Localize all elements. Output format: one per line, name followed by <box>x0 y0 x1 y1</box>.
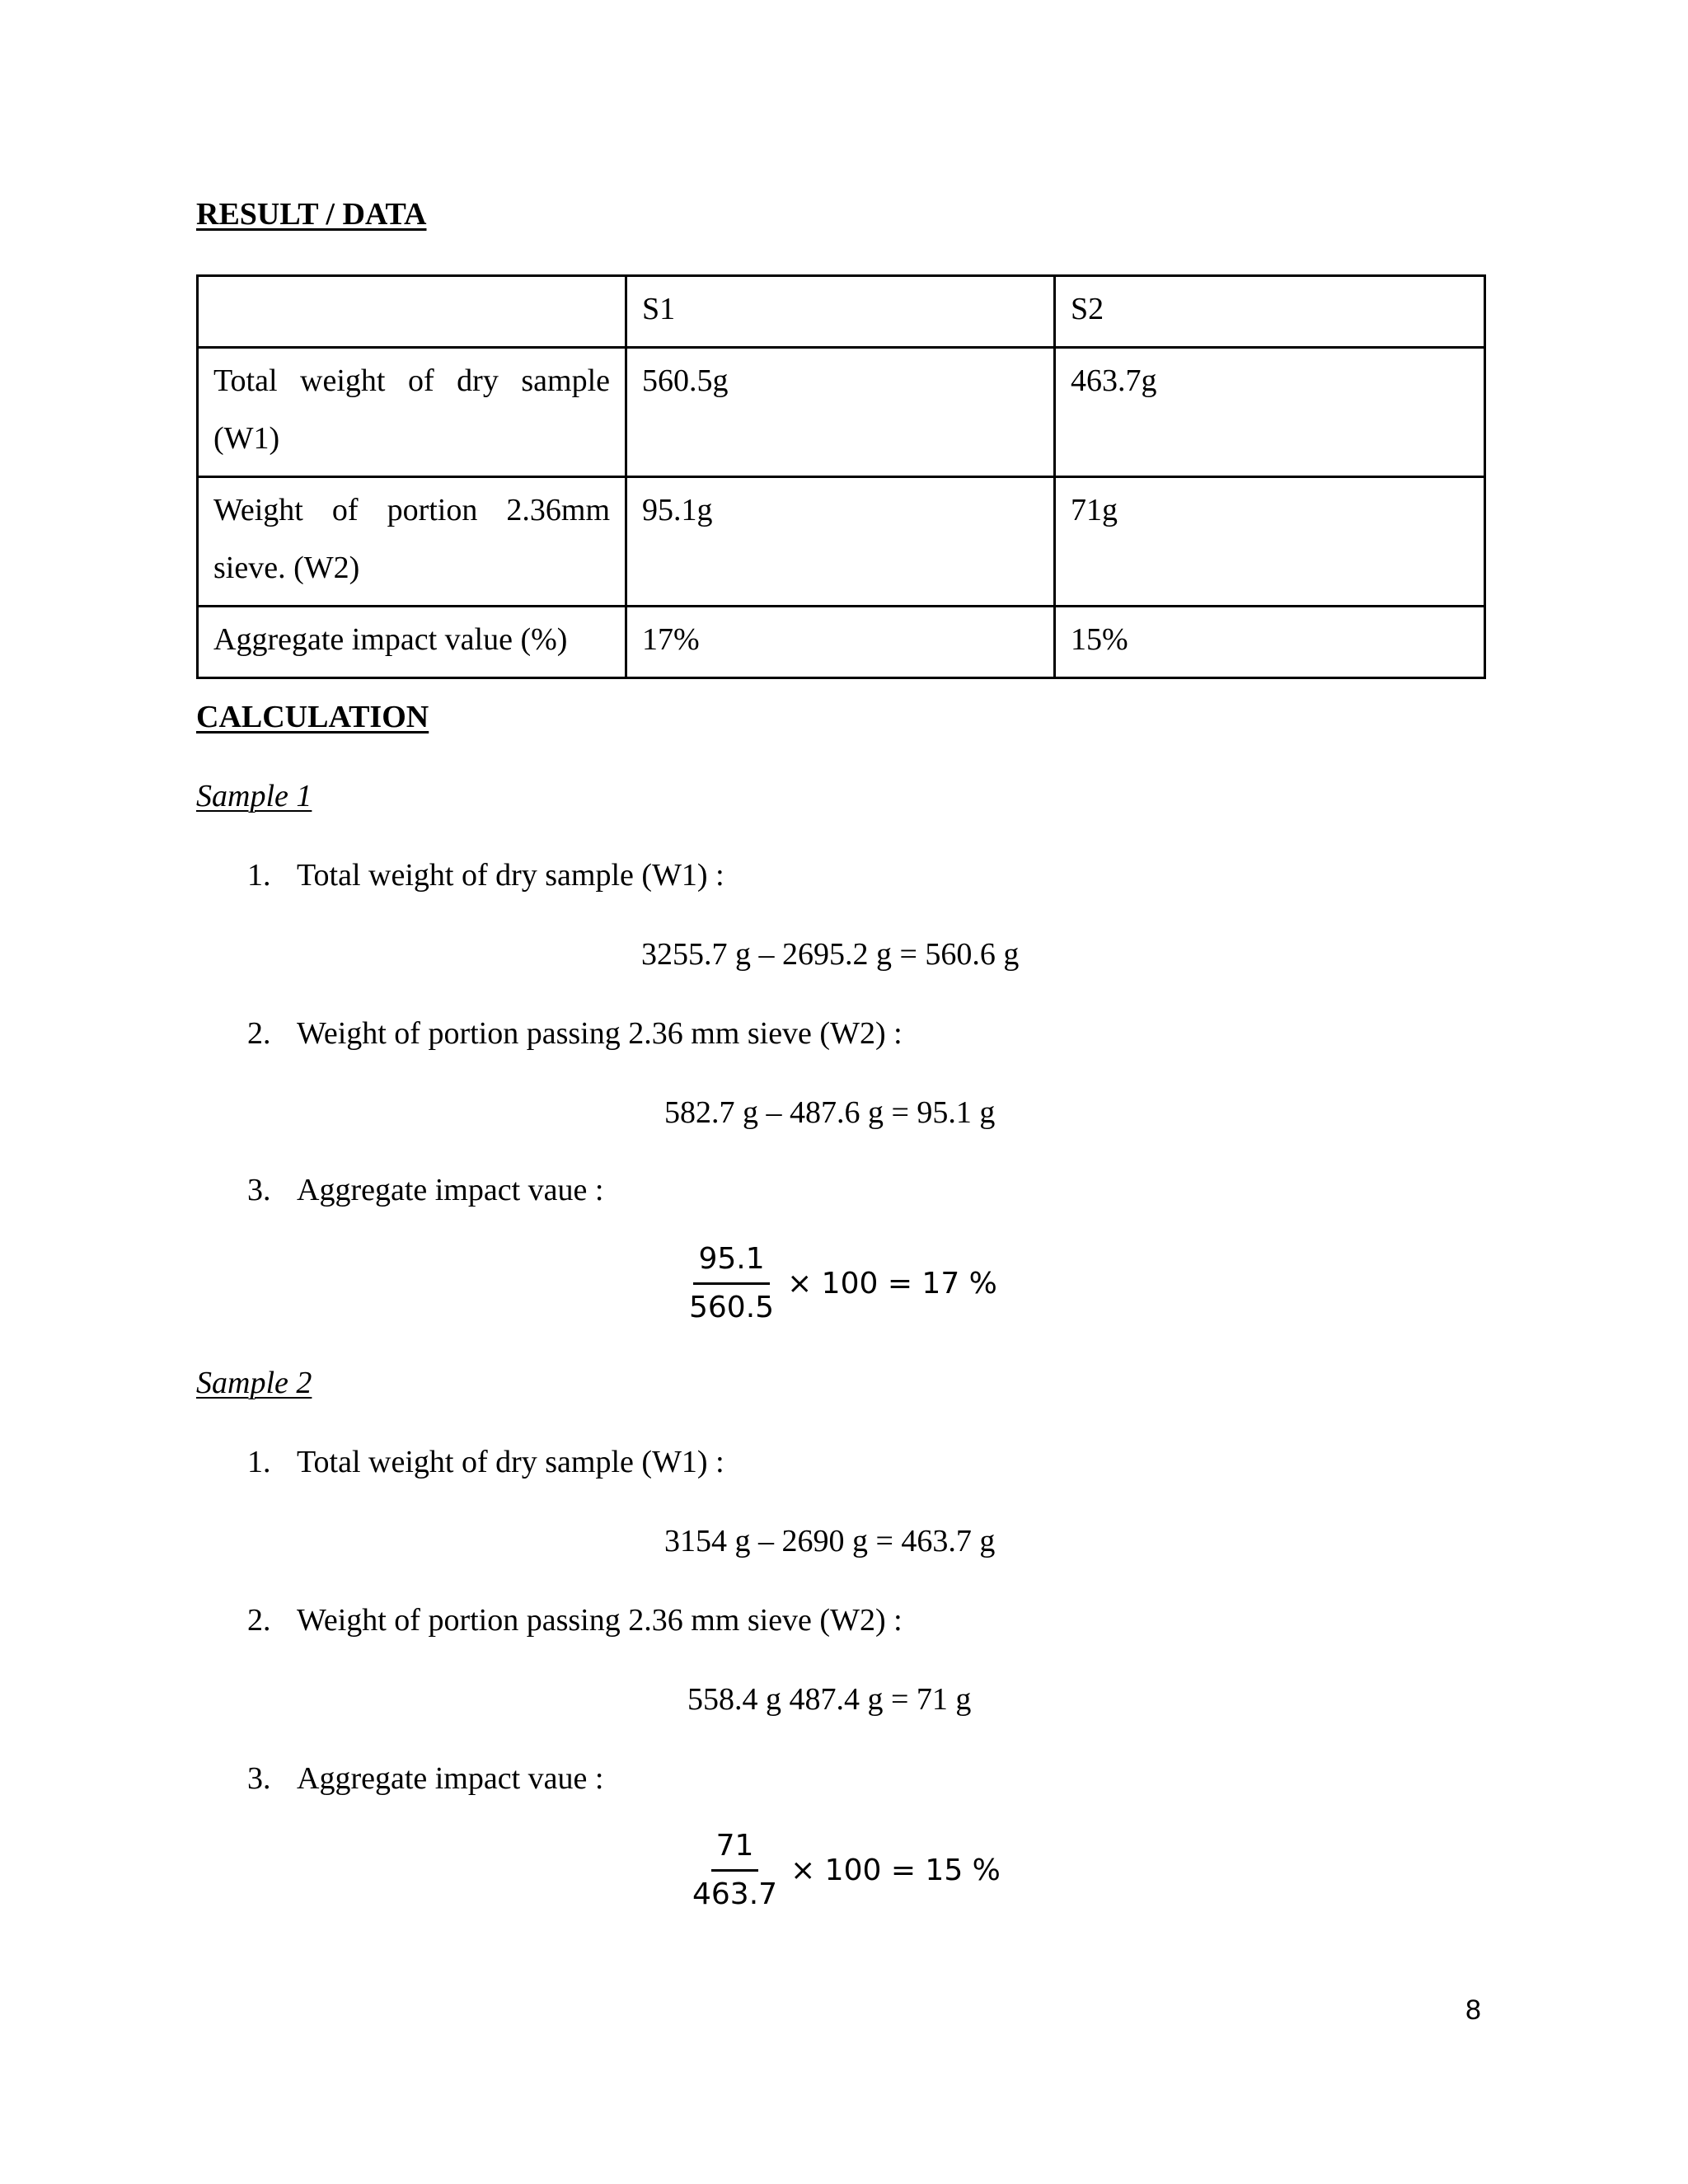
sample-1-step-2-equation: 582.7 g – 487.6 g = 95.1 g <box>664 1095 996 1130</box>
step-number: 1. <box>247 1445 271 1479</box>
step-label: Aggregate impact vaue : <box>297 1173 604 1207</box>
sample-2-step-2-equation: 558.4 g 487.4 g = 71 g <box>687 1682 972 1717</box>
fraction-numerator: 95.1 <box>693 1243 769 1285</box>
fraction-denominator: 463.7 <box>692 1877 778 1911</box>
step-number: 2. <box>247 1603 271 1638</box>
table-cell-s1: 17% <box>626 607 1055 678</box>
table-header-cell-empty <box>198 276 626 348</box>
result-table <box>196 274 1486 679</box>
table-cell-s2: 71g <box>1055 477 1485 607</box>
formula-result: × 100 = 15 % <box>790 1854 1001 1887</box>
sample-2-step-2 <box>247 1602 903 1638</box>
step-number: 1. <box>247 858 271 893</box>
step-label: Weight of portion passing 2.36 mm sieve (W2) : <box>297 1016 903 1051</box>
table-row <box>198 607 1485 678</box>
sample-2-title: Sample 2 <box>196 1366 312 1400</box>
table-row <box>198 477 1485 607</box>
sample-1-step-3 <box>247 1172 603 1208</box>
table-row-label: Weight of portion 2.36mm sieve. (W2) <box>198 477 626 607</box>
page-number: 8 <box>1465 1994 1481 2026</box>
result-data-heading: RESULT / DATA <box>196 197 427 232</box>
fraction <box>687 1830 782 1911</box>
fraction <box>684 1243 779 1324</box>
fraction-denominator: 560.5 <box>689 1291 775 1324</box>
sample-2-step-3 <box>247 1760 603 1797</box>
step-label: Aggregate impact vaue : <box>297 1761 604 1796</box>
table-header-row <box>198 276 1485 348</box>
formula-result: × 100 = 17 % <box>787 1267 997 1301</box>
sample-1-step-1 <box>247 857 724 893</box>
table-row <box>198 348 1485 477</box>
step-label: Total weight of dry sample (W1) : <box>297 1445 724 1479</box>
table-cell-s1: 560.5g <box>626 348 1055 477</box>
step-number: 2. <box>247 1016 271 1051</box>
table-row-label: Total weight of dry sample (W1) <box>198 348 626 477</box>
table-cell-s2: 463.7g <box>1055 348 1485 477</box>
step-label: Total weight of dry sample (W1) : <box>297 858 724 893</box>
table-row-label: Aggregate impact value (%) <box>198 607 626 678</box>
fraction-numerator: 71 <box>711 1830 759 1872</box>
step-number: 3. <box>247 1761 271 1796</box>
sample-2-step-1-equation: 3154 g – 2690 g = 463.7 g <box>664 1524 996 1558</box>
step-number: 3. <box>247 1173 271 1207</box>
table-header-cell-s1: S1 <box>626 276 1055 348</box>
calculation-heading: CALCULATION <box>196 700 429 734</box>
table-cell-s1: 95.1g <box>626 477 1055 607</box>
table-header-cell-s2: S2 <box>1055 276 1485 348</box>
sample-1-step-2 <box>247 1015 903 1052</box>
sample-2-impact-formula <box>687 1830 1001 1911</box>
sample-1-impact-formula <box>684 1243 997 1324</box>
sample-1-title: Sample 1 <box>196 779 312 813</box>
sample-1-step-1-equation: 3255.7 g – 2695.2 g = 560.6 g <box>641 937 1020 972</box>
table-cell-s2: 15% <box>1055 607 1485 678</box>
sample-2-step-1 <box>247 1444 724 1480</box>
step-label: Weight of portion passing 2.36 mm sieve (W2) : <box>297 1603 903 1638</box>
